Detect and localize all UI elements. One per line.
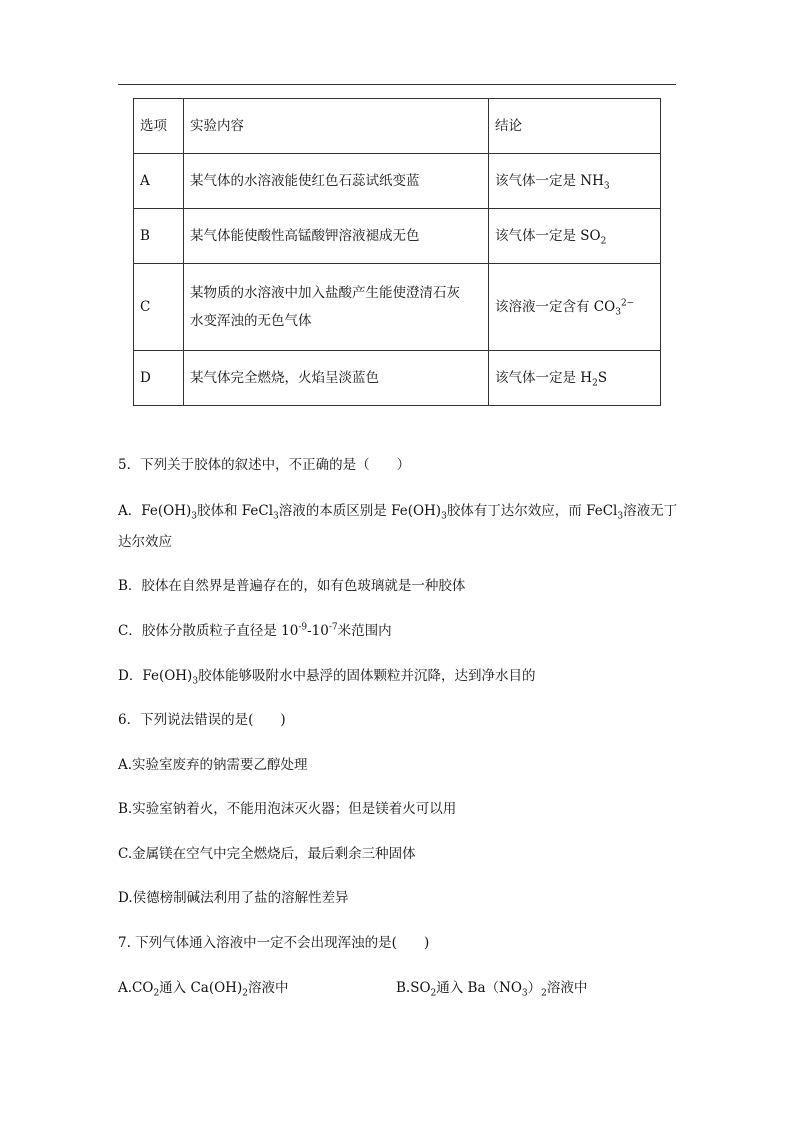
q7-option-b: $B.SO_2$通入 $Ba(NO_3)_2$溶液中 <box>396 980 588 999</box>
row-conclusion: 该气体一定是 $SO_2$ <box>489 209 661 264</box>
row-option: B <box>134 209 184 264</box>
row-conclusion: 该气体一定是 $NH_3$ <box>489 154 661 209</box>
q7-option-a: $A.CO_2$通入 $Ca(OH)_2$溶液中 <box>118 980 289 999</box>
q6-option-b: B.实验室钠着火，不能用泡沫灭火器；但是镁着火可以用 <box>118 801 457 817</box>
q5-option-a-cont: 达尔效应 <box>118 534 172 550</box>
q5-option-a: A．$Fe(OH)_3$胶体和 FeCl$_3$溶液的本质区别是 $Fe(OH)_3$胶体有丁达尔效应，而 FeCl$_3$溶液无丁 <box>118 503 678 522</box>
q6-option-a: A.实验室废弃的钠需要乙醇处理 <box>118 757 308 773</box>
q7-stem: 7. 下列气体通入溶液中一定不会出现浑浊的是( ) <box>118 935 430 951</box>
row-content: 某物质的水溶液中加入盐酸产生能使澄清石灰 水变浑浊的无色气体 <box>184 264 489 351</box>
header-option: 选项 <box>134 99 184 154</box>
table-row <box>134 351 661 406</box>
row-option: A <box>134 154 184 209</box>
header-rule <box>118 84 676 85</box>
row-conclusion: 该气体一定是 $H_2S$ <box>489 351 661 406</box>
row-content: 某气体完全燃烧，火焰呈淡蓝色 <box>184 351 489 406</box>
header-content: 实验内容 <box>184 99 489 154</box>
row-content: 某气体的水溶液能使红色石蕊试纸变蓝 <box>184 154 489 209</box>
table-header-row <box>134 99 661 154</box>
q6-option-d: D.侯德榜制碱法利用了盐的溶解性差异 <box>118 890 349 906</box>
row-option: C <box>134 264 184 351</box>
experiment-table <box>133 98 661 406</box>
table-row <box>134 154 661 209</box>
row-conclusion: 该溶液一定含有 $CO_3^{2-}$ <box>489 264 661 351</box>
q6-stem: 6．下列说法错误的是( ) <box>118 712 286 728</box>
table-row <box>134 209 661 264</box>
row-option: D <box>134 351 184 406</box>
q5-option-c: C．胶体分散质粒子直径是 $10^{-9}-10^{-7}$米范围内 <box>118 622 392 639</box>
q6-option-c: C.金属镁在空气中完全燃烧后，最后剩余三种固体 <box>118 846 416 862</box>
table-row <box>134 264 661 351</box>
q5-option-b: B．胶体在自然界是普遍存在的，如有色玻璃就是一种胶体 <box>118 578 466 594</box>
q5-stem: 5．下列关于胶体的叙述中，不正确的是（ ） <box>118 457 411 473</box>
header-conclusion: 结论 <box>489 99 661 154</box>
row-content: 某气体能使酸性高锰酸钾溶液褪成无色 <box>184 209 489 264</box>
q5-option-d: D．$Fe(OH)_3$胶体能够吸附水中悬浮的固体颗粒并沉降，达到净水目的 <box>118 668 536 687</box>
